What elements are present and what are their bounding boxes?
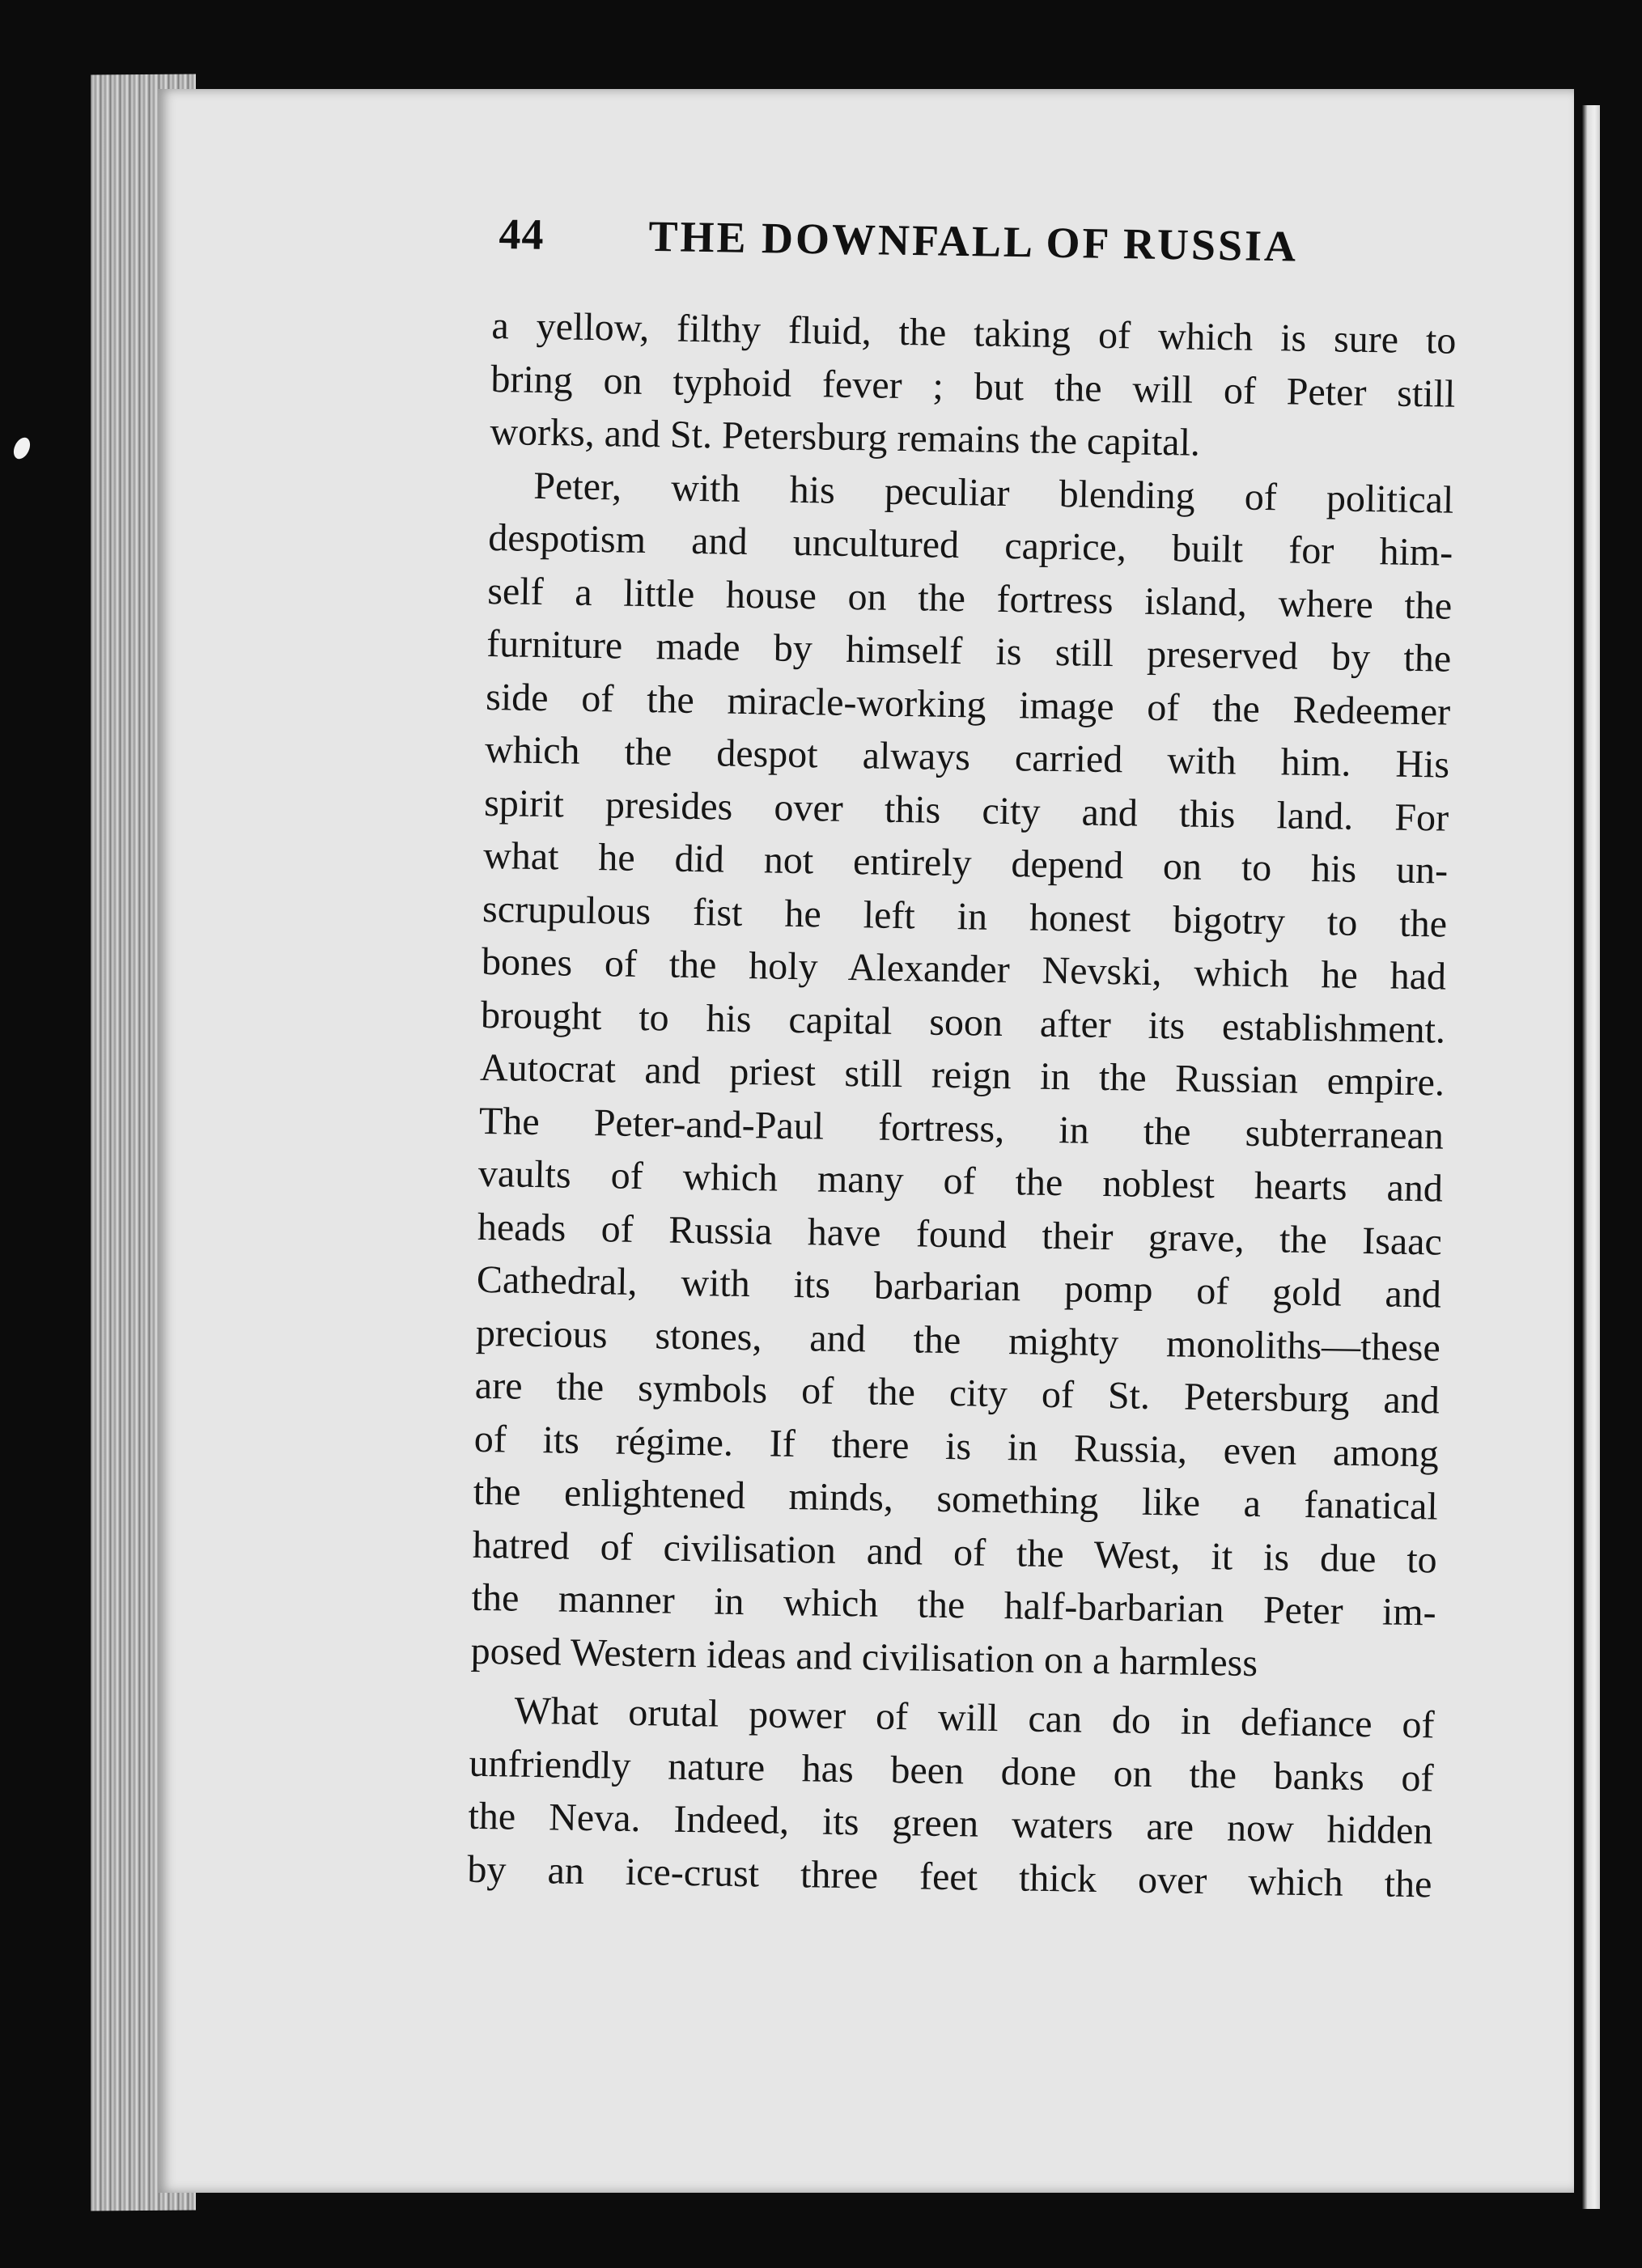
next-page-edge	[1582, 105, 1600, 2209]
text-line: are the symbols of the city of St. Petersburg and	[474, 1363, 1440, 1422]
text-line: which the despot always carried with him. His	[484, 727, 1450, 786]
text-line: bones of the holy Alexander Nevski, which he had	[481, 939, 1447, 998]
text-line: scrupulous fist he left in honest bigotry to the	[482, 887, 1448, 946]
text-line: posed Western ideas and civilisation on a harmless	[470, 1629, 1258, 1685]
text-line: bring on typhoid fever ; but the will of Peter still	[490, 357, 1456, 416]
text-line: What orutal power of will can do in defiance of	[514, 1689, 1435, 1747]
text-line: a yellow, filthy fluid, the taking of which is sure to	[491, 303, 1457, 362]
text-line: spirit presides over this city and this land. For	[483, 781, 1449, 840]
text-line: the manner in which the half-barbarian Peter im-	[471, 1575, 1437, 1634]
page-number: 44	[499, 209, 545, 259]
running-header	[499, 209, 1317, 295]
text-line: despotism and uncultured caprice, built for him-	[487, 515, 1453, 574]
text-line: heads of Russia have found their grave, the Isaac	[477, 1205, 1443, 1264]
text-line: precious stones, and the mighty monoliths—these	[475, 1311, 1441, 1370]
running-title: THE DOWNFALL OF RUSSIA	[648, 211, 1299, 271]
paragraph	[470, 458, 1454, 1692]
text-line: vaults of which many of the noblest hearts and	[477, 1151, 1444, 1210]
text-line: The Peter-and-Paul fortress, in the subterranean	[478, 1099, 1445, 1158]
text-line: the Neva. Indeed, its green waters are now hidden	[468, 1794, 1433, 1853]
paragraph	[467, 1684, 1435, 1911]
text-line: of its régime. If there is in Russia, even among	[473, 1417, 1440, 1476]
text-line: unfriendly nature has been done on the banks of	[469, 1741, 1434, 1800]
text-line: Peter, with his peculiar blending of political	[532, 464, 1454, 522]
text-line: side of the miracle-working image of the Redeemer	[485, 675, 1451, 734]
scan-speck	[11, 435, 33, 462]
paragraph	[490, 299, 1457, 473]
text-line: works, and St. Petersburg remains the capital.	[490, 409, 1201, 464]
text-line: by an ice-crust three feet thick over which the	[467, 1847, 1432, 1906]
body-text	[467, 299, 1457, 1910]
text-line: self a little house on the fortress island, where the	[486, 569, 1453, 628]
text-line: furniture made by himself is still preserved by the	[486, 621, 1452, 680]
text-line: what he did not entirely depend on to his un-	[482, 833, 1449, 892]
text-line: hatred of civilisation and of the West, it is due to	[472, 1523, 1438, 1582]
text-line: brought to his capital soon after its establishment.	[480, 993, 1446, 1052]
text-line: Cathedral, with its barbarian pomp of gold and	[476, 1257, 1442, 1316]
text-line: the enlightened minds, something like a fanatical	[473, 1469, 1439, 1528]
text-line: Autocrat and priest still reign in the Russian empire.	[479, 1045, 1445, 1104]
